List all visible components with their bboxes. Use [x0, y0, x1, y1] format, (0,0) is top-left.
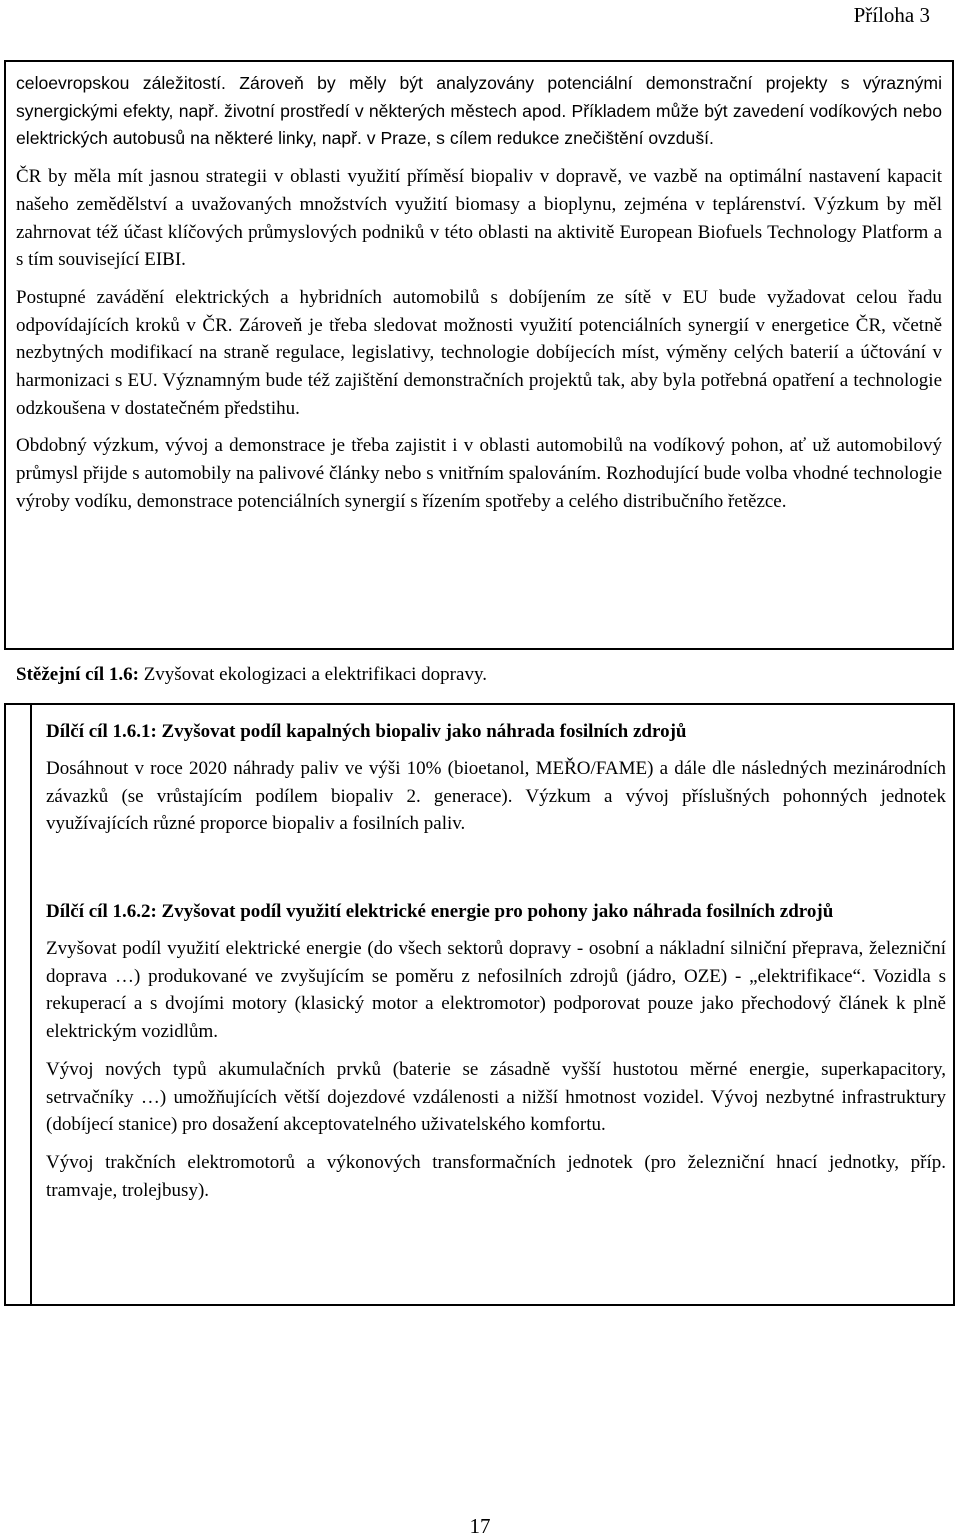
paragraph-hydrogen: Obdobný výzkum, vývoj a demonstrace je třeba zajistit i v oblasti automobilů na vodíkový pohon, ať už automobilový průmysl přijde s automobily na palivové články nebo s vnitřním spalováním. Rozhodující bude volba vhodné technologie výroby vodíku, demonstrace potenciálních synergií s řízením spotřeby a celého distribučního řetězce. [16, 435, 942, 512]
top-text-box [4, 60, 954, 650]
sub-goal-paragraph: Dosáhnout v roce 2020 náhrady paliv ve výši 10% (bioetanol, MEŘO/FAME) a dále dle následných mezinárodních závazků (se vrůstajícím podílem biopaliv 2. generace). Výzkum a vývoj příslušných pohonných jednotek využívajících různé proporce biopaliv a fosilních paliv. [46, 758, 946, 835]
sub-goal-title: Dílčí cíl 1.6.1: Zvyšovat podíl kapalných biopaliv jako náhrada fosilních zdrojů [46, 721, 687, 742]
box-left-border [4, 705, 6, 1304]
main-goal-text: Zvyšovat ekologizaci a elektrifikaci dopravy. [138, 664, 487, 685]
sub-goals-box [4, 703, 955, 1306]
sub-goal-paragraph: Vývoj nových typů akumulačních prvků (baterie se zásadně vyšší hustotou měrné energie, superkapacitory, setrvačníky …) umožňujících větší dojezdové vzdálenosti a nižší hmotnost vozidel. Vývoj nezbytné infrastruktury (dobíjecí stanice) pro dosažení akceptovatelného uživatelského komfortu. [46, 1058, 946, 1136]
box-inner-border [30, 705, 32, 1304]
sub-goal-1-6-1 [46, 718, 946, 848]
paragraph-biofuels-strategy: ČR by měla mít jasnou strategii v oblasti využití příměsí biopaliv v dopravě, ve vazbě na optimální nastavení kapacit našeho zemědělství a uvažovaných množstvích využití biomasy a bioplynu, zejména v teplárenství. Výzkum by měl zahrnovat též účast klíčových průmyslových podniků v této oblasti na aktivitě European Biofuels Technology Platform a s tím související EIBI. [16, 166, 942, 271]
main-goal-label: Stěžejní cíl 1.6: [16, 664, 139, 685]
main-goal [16, 660, 487, 690]
sub-goal-1-6-2 [46, 898, 946, 1214]
page-number: 17 [469, 1514, 491, 1538]
sub-goal-title: Dílčí cíl 1.6.2: Zvyšovat podíl využití elektrické energie pro pohony jako náhrada fosilních zdrojů [46, 901, 834, 922]
page-header-label: Příloha 3 [853, 3, 930, 27]
sub-goal-paragraph: Vývoj trakčních elektromotorů a výkonových transformačních jednotek (pro železniční hnací jednotky, příp. tramvaje, trolejbusy). [46, 1151, 946, 1201]
paragraph-intro: celoevropskou záležitostí. Zároveň by měly být analyzovány potenciální demonstrační projekty s výraznými synergickými efekty, např. životní prostředí v některých městech apod. Příkladem může být zavedení vodíkových nebo elektrických autobusů na některé linky, např. v Praze, s cílem redukce znečištění ovzduší. [16, 73, 942, 149]
paragraph-electric-vehicles: Postupné zavádění elektrických a hybridních automobilů s dobíjením ze sítě v EU bude vyžadovat celou řadu odpovídajících kroků v ČR. Zároveň je třeba sledovat možnosti využití potenciálních synergií v energetice ČR, včetně nezbytných modifikací na straně regulace, legislativy, technologie dobíjecích míst, výměny celých baterií a účtování v harmonizaci s EU. Významným bude též zajištění demonstračních projektů tak, aby byla potřebná opatření a technologie odzkoušena v dostatečném předstihu. [16, 286, 942, 419]
sub-goal-paragraph: Zvyšovat podíl využití elektrické energie (do všech sektorů dopravy - osobní a nákladní silniční přeprava, železniční doprava …) produkované ve zvyšujícím se poměru z nefosilních zdrojů (jádro, OZE) - „elektrifikace“. Vozidla s rekuperací a s dvojími motory (klasický motor a elektromotor) podporovat pouze jako přechodový článek k plně elektrickým vozidlům. [46, 938, 946, 1043]
